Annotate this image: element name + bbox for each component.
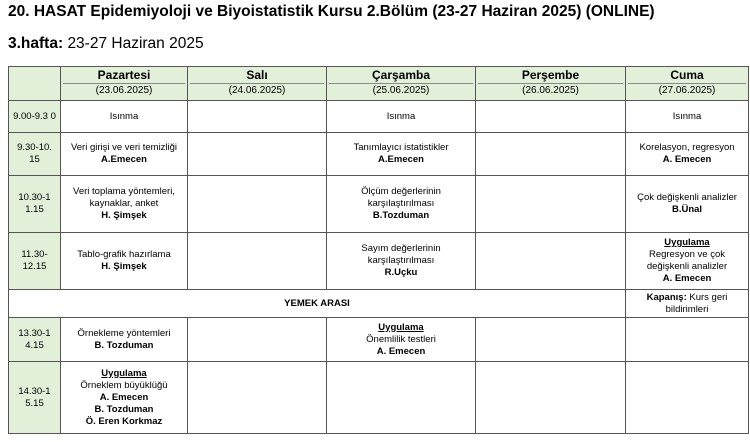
cell-tuesday <box>188 233 327 290</box>
cell-wednesday: Tanımlayıcı istatistikler A.Emecen <box>327 133 476 176</box>
cell-thursday <box>476 176 626 233</box>
slot-row-3 <box>9 176 749 233</box>
slot-row-4 <box>9 233 749 290</box>
day-header-friday: Cuma (27.06.2025) <box>626 67 749 101</box>
time-cell: 9.30-10. 15 <box>9 133 61 176</box>
cell-friday <box>626 318 749 362</box>
cell-tuesday <box>188 133 327 176</box>
day-header-wednesday: Çarşamba (25.06.2025) <box>327 67 476 101</box>
slot-row-1 <box>9 101 749 133</box>
cell-friday <box>626 362 749 434</box>
cell-tuesday <box>188 318 327 362</box>
cell-friday: Isınma <box>626 101 749 133</box>
week-label: 3.hafta: <box>8 35 64 52</box>
time-cell: 10.30-1 1.15 <box>9 176 61 233</box>
cell-tuesday <box>188 101 327 133</box>
day-header-tuesday: Salı (24.06.2025) <box>188 67 327 101</box>
cell-friday: Korelasyon, regresyon A. Emecen <box>626 133 749 176</box>
cell-friday: Çok değişkenli analizler B.Ünal <box>626 176 749 233</box>
cell-monday: Veri girişi ve veri temizliği A.Emecen <box>61 133 188 176</box>
cell-wednesday: Sayım değerlerinin karşılaştırılması R.Uçku <box>327 233 476 290</box>
page-title: 20. HASAT Epidemiyoloji ve Biyoistatistik Kursu 2.Bölüm (23-27 Haziran 2025) (ONLINE) <box>8 3 655 20</box>
cell-monday: Uygulama Örneklem büyüklüğü A. Emecen B. Tozduman Ö. Eren Korkmaz <box>61 362 188 434</box>
slot-row-6 <box>9 362 749 434</box>
cell-wednesday: Uygulama Önemlilik testleri A. Emecen <box>327 318 476 362</box>
closing-cell: Kapanış: Kurs geri bildirimleri <box>626 290 749 318</box>
time-cell: 14.30-1 5.15 <box>9 362 61 434</box>
day-header-monday: Pazartesi (23.06.2025) <box>61 67 188 101</box>
time-cell: 13.30-1 4.15 <box>9 318 61 362</box>
cell-friday: Uygulama Regresyon ve çok değişkenli analizler A. Emecen <box>626 233 749 290</box>
cell-wednesday <box>327 362 476 434</box>
cell-monday: Tablo-grafik hazırlama H. Şimşek <box>61 233 188 290</box>
cell-wednesday: Isınma <box>327 101 476 133</box>
cell-thursday <box>476 133 626 176</box>
day-header-thursday: Perşembe (26.06.2025) <box>476 67 626 101</box>
time-cell: 9.00-9.3 0 <box>9 101 61 133</box>
schedule-table <box>8 66 749 434</box>
cell-monday: Veri toplama yöntemleri, kaynaklar, anket H. Şimşek <box>61 176 188 233</box>
cell-thursday <box>476 233 626 290</box>
header-corner <box>9 67 61 101</box>
cell-thursday <box>476 318 626 362</box>
cell-wednesday: Ölçüm değerlerinin karşılaştırılması B.Tozduman <box>327 176 476 233</box>
lunch-break-cell: YEMEK ARASI <box>9 290 626 318</box>
cell-monday: Isınma <box>61 101 188 133</box>
cell-tuesday <box>188 362 327 434</box>
week-subtitle <box>8 35 204 53</box>
cell-tuesday <box>188 176 327 233</box>
lunch-row <box>9 290 749 318</box>
slot-row-2 <box>9 133 749 176</box>
time-cell: 11.30- 12.15 <box>9 233 61 290</box>
slot-row-5 <box>9 318 749 362</box>
cell-thursday <box>476 101 626 133</box>
cell-monday: Örnekleme yöntemleri B. Tozduman <box>61 318 188 362</box>
header-row <box>9 67 749 101</box>
cell-thursday <box>476 362 626 434</box>
week-dates: 23-27 Haziran 2025 <box>67 35 204 52</box>
